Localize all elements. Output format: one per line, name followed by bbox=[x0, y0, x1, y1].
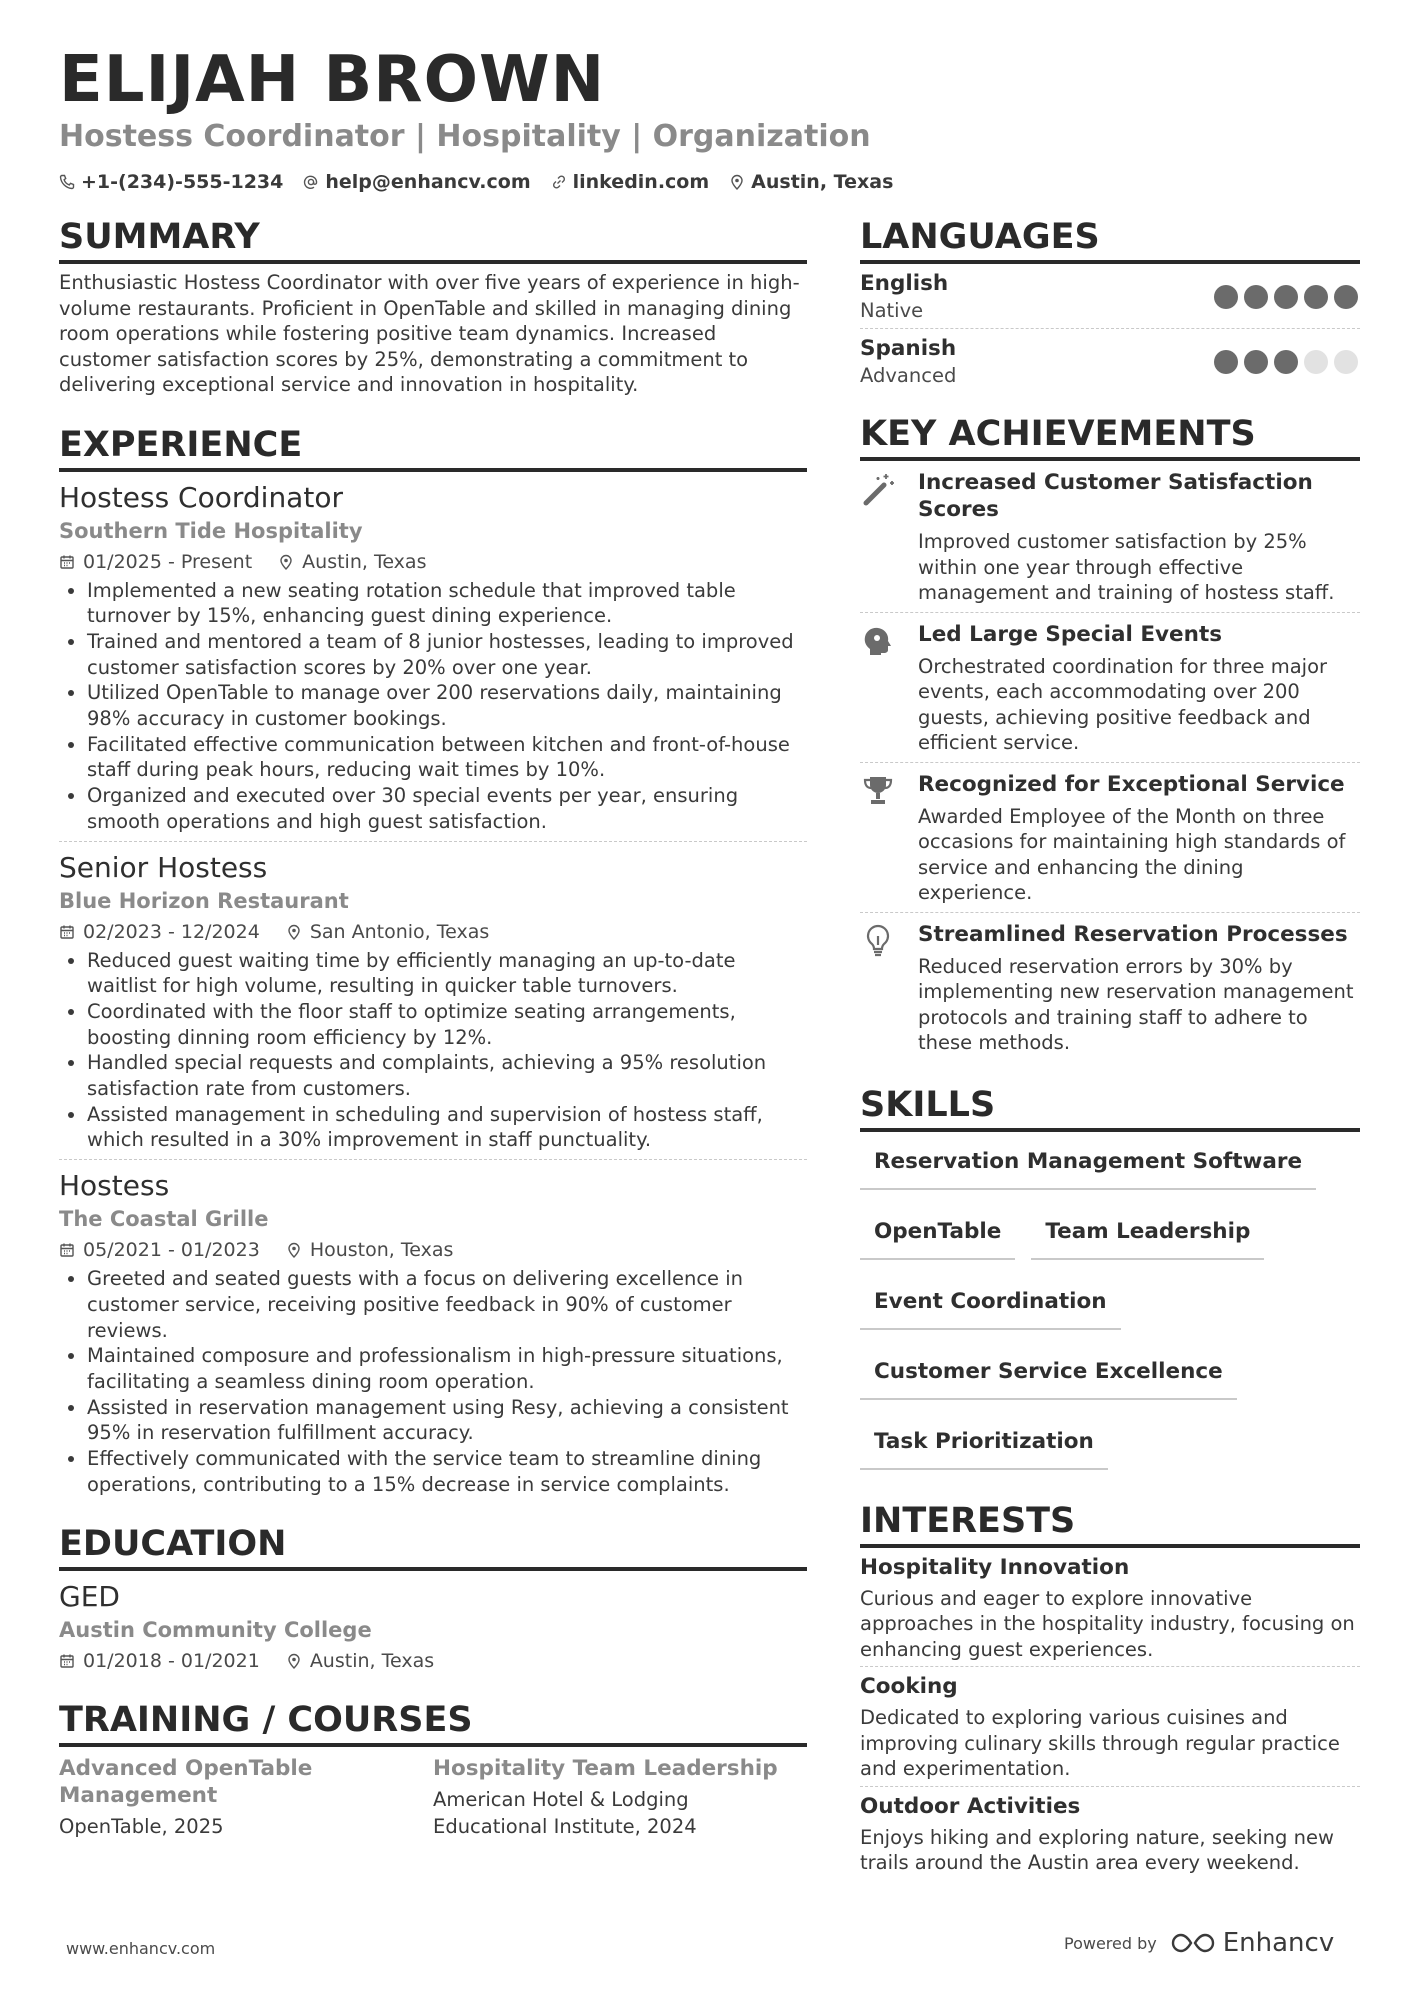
rating-dot-empty bbox=[1334, 350, 1358, 374]
location-pin-icon bbox=[286, 1242, 302, 1258]
job-bullets bbox=[59, 578, 807, 835]
job-dates: 05/2021 - 01/2023 bbox=[83, 1239, 260, 1262]
training-heading: TRAINING / COURSES bbox=[59, 1699, 807, 1747]
location-pin-icon bbox=[286, 1653, 302, 1669]
skill-tag: Task Prioritization bbox=[860, 1428, 1108, 1470]
footer-website[interactable]: www.enhancv.com bbox=[66, 1939, 216, 1958]
language-name: English bbox=[860, 271, 949, 296]
left-column bbox=[59, 216, 807, 1840]
interest-item bbox=[860, 1667, 1360, 1787]
interests-heading: INTERESTS bbox=[860, 1500, 1360, 1548]
candidate-headline: Hostess Coordinator | Hospitality | Organization bbox=[59, 119, 871, 154]
achievement-desc: Reduced reservation errors by 30% by implementing new reservation management protocols and training staff to adhere to these methods. bbox=[918, 954, 1354, 1054]
skill-tag: Reservation Management Software bbox=[860, 1148, 1316, 1190]
job-location: Austin, Texas bbox=[302, 550, 427, 573]
candidate-name: ELIJAH BROWN bbox=[59, 43, 606, 117]
rating-dot-filled bbox=[1244, 285, 1268, 309]
job-title: Hostess Coordinator bbox=[59, 480, 343, 514]
interest-desc: Enjoys hiking and exploring nature, seeking new trails around the Austin area every weekend. bbox=[860, 1825, 1334, 1874]
head-profile-icon bbox=[860, 623, 896, 659]
education-section bbox=[59, 1523, 807, 1675]
job-entry bbox=[59, 480, 807, 842]
interest-title: Outdoor Activities bbox=[860, 1793, 1081, 1819]
link-icon bbox=[551, 174, 567, 190]
job-bullet: • Trained and mentored a team of 8 junior hostesses, leading to improved customer satisfaction scores by 20% over one year. bbox=[87, 629, 807, 680]
at-sign-icon bbox=[303, 174, 319, 190]
enhancv-logo-icon bbox=[1171, 1931, 1215, 1955]
phone-text: +1-(234)-555-1234 bbox=[81, 171, 284, 193]
summary-section bbox=[59, 216, 807, 398]
achievement-desc: Orchestrated coordination for three major events, each accommodating over 200 guests, achieving positive feedback and efficient service. bbox=[918, 654, 1328, 754]
summary-heading: SUMMARY bbox=[59, 216, 807, 264]
skills-section bbox=[860, 1084, 1360, 1470]
job-entry bbox=[59, 1168, 807, 1503]
training-section bbox=[59, 1699, 807, 1840]
linkedin-text: linkedin.com bbox=[572, 171, 710, 193]
calendar-icon bbox=[59, 554, 75, 570]
footer-branding bbox=[1064, 1928, 1334, 1958]
job-meta bbox=[59, 548, 807, 576]
skill-tag: Customer Service Excellence bbox=[860, 1358, 1237, 1400]
job-bullet: • Greeted and seated guests with a focus on delivering excellence in customer service, receiving positive feedback in 90% of customer reviews. bbox=[87, 1266, 807, 1343]
job-bullet: • Maintained composure and professionalism in high-pressure situations, facilitating a seamless dining room operation. bbox=[87, 1343, 807, 1394]
interest-item bbox=[860, 1548, 1360, 1668]
training-item bbox=[59, 1755, 433, 1840]
achievement-item bbox=[860, 461, 1360, 613]
right-column bbox=[860, 216, 1360, 1880]
education-dates: 01/2018 - 01/2021 bbox=[83, 1650, 260, 1673]
contact-linkedin[interactable] bbox=[551, 168, 710, 196]
contact-location bbox=[729, 168, 893, 196]
achievement-desc: Awarded Employee of the Month on three occasions for maintaining high standards of service and enhancing the dining experience. bbox=[918, 804, 1346, 904]
contact-phone[interactable] bbox=[59, 168, 283, 196]
job-bullets bbox=[59, 1266, 807, 1497]
achievement-item bbox=[860, 613, 1360, 763]
education-location: Austin, Texas bbox=[309, 1650, 435, 1673]
skills-list bbox=[860, 1148, 1360, 1470]
location-pin-icon bbox=[729, 174, 745, 190]
job-bullet: • Utilized OpenTable to manage over 200 reservations daily, maintaining 98% accuracy in customer bookings. bbox=[87, 680, 807, 731]
rating-dot-filled bbox=[1244, 350, 1268, 374]
interest-desc: Dedicated to exploring various cuisines and improving culinary skills through regular practice and experimentation. bbox=[860, 1706, 1340, 1780]
rating-dot-filled bbox=[1214, 350, 1238, 374]
language-name: Spanish bbox=[860, 336, 957, 361]
job-title: Hostess bbox=[59, 1169, 170, 1203]
rating-dot-empty bbox=[1304, 350, 1328, 374]
company-name: Southern Tide Hospitality bbox=[59, 518, 363, 543]
enhancv-logo[interactable] bbox=[1171, 1928, 1334, 1958]
job-dates: 01/2025 - Present bbox=[83, 550, 253, 573]
interest-title: Cooking bbox=[860, 1674, 958, 1699]
calendar-icon bbox=[59, 924, 75, 940]
job-bullet: • Assisted in reservation management using Resy, achieving a consistent 95% in reservation fulfillment accuracy. bbox=[87, 1395, 807, 1446]
achievement-item bbox=[860, 763, 1360, 913]
language-level: Advanced bbox=[860, 364, 957, 387]
location-pin-icon bbox=[286, 924, 302, 940]
skill-tag: Team Leadership bbox=[1031, 1218, 1264, 1260]
training-list bbox=[59, 1755, 807, 1840]
degree: GED bbox=[59, 1580, 120, 1614]
powered-by-text: Powered by bbox=[1064, 1933, 1157, 1953]
phone-icon bbox=[59, 174, 75, 190]
trophy-icon bbox=[860, 773, 896, 809]
skill-tag: Event Coordination bbox=[860, 1288, 1121, 1330]
job-bullet: • Effectively communicated with the service team to streamline dining operations, contributing to a 15% decrease in service complaints. bbox=[87, 1446, 807, 1497]
job-bullet: • Facilitated effective communication between kitchen and front-of-house staff during peak hours, reducing wait times by 10%. bbox=[87, 732, 807, 783]
skill-tag: OpenTable bbox=[860, 1218, 1015, 1260]
achievements-section bbox=[860, 413, 1360, 1062]
experience-section bbox=[59, 424, 807, 1504]
job-meta bbox=[59, 1236, 807, 1264]
company-name: Blue Horizon Restaurant bbox=[59, 888, 349, 913]
location-pin-icon bbox=[278, 554, 294, 570]
calendar-icon bbox=[59, 1653, 75, 1669]
training-item bbox=[433, 1755, 807, 1840]
training-name: Advanced OpenTable Management bbox=[59, 1756, 313, 1809]
job-title: Senior Hostess bbox=[59, 850, 268, 884]
rating-dot-filled bbox=[1274, 285, 1298, 309]
interest-item bbox=[860, 1787, 1360, 1880]
job-bullets bbox=[59, 948, 807, 1154]
rating-dot-filled bbox=[1214, 285, 1238, 309]
training-detail: OpenTable, 2025 bbox=[59, 1815, 224, 1839]
language-level: Native bbox=[860, 299, 924, 322]
job-location: San Antonio, Texas bbox=[309, 920, 490, 943]
achievement-title: Recognized for Exceptional Service bbox=[918, 771, 1345, 797]
job-dates: 02/2023 - 12/2024 bbox=[83, 920, 260, 943]
email-text: help@enhancv.com bbox=[325, 171, 531, 193]
language-item bbox=[860, 264, 1360, 329]
job-entry bbox=[59, 850, 807, 1161]
magic-wand-icon bbox=[860, 471, 896, 507]
training-detail: American Hotel & Lodging Educational Institute, 2024 bbox=[433, 1788, 697, 1839]
job-bullet: • Implemented a new seating rotation schedule that improved table turnover by 15%, enhancing guest dining experience. bbox=[87, 578, 807, 629]
education-meta bbox=[59, 1647, 807, 1675]
interest-title: Hospitality Innovation bbox=[860, 1554, 1130, 1580]
job-bullet: • Organized and executed over 30 special events per year, ensuring smooth operations and high guest satisfaction. bbox=[87, 783, 807, 834]
language-rating bbox=[1214, 350, 1358, 374]
achievements-heading: KEY ACHIEVEMENTS bbox=[860, 413, 1360, 461]
training-name: Hospitality Team Leadership bbox=[433, 1756, 778, 1782]
location-text: Austin, Texas bbox=[751, 171, 894, 193]
job-bullet: • Assisted management in scheduling and supervision of hostess staff, which resulted in a 30% improvement in staff punctuality. bbox=[87, 1102, 807, 1153]
job-location: Houston, Texas bbox=[309, 1239, 454, 1262]
languages-heading: LANGUAGES bbox=[860, 216, 1360, 264]
achievement-item bbox=[860, 913, 1360, 1062]
calendar-icon bbox=[59, 1242, 75, 1258]
company-name: The Coastal Grille bbox=[59, 1207, 269, 1232]
brand-text: Enhancv bbox=[1222, 1928, 1335, 1958]
interests-section bbox=[860, 1500, 1360, 1880]
achievement-title: Increased Customer Satisfaction Scores bbox=[918, 470, 1313, 522]
rating-dot-filled bbox=[1274, 350, 1298, 374]
experience-heading: EXPERIENCE bbox=[59, 424, 807, 472]
achievement-title: Streamlined Reservation Processes bbox=[918, 921, 1348, 947]
summary-text: Enthusiastic Hostess Coordinator with over five years of experience in high-volume restaurants. Proficient in OpenTable and skilled in managing dining room operations while fostering positive team dynamics. Increased customer satisfaction scores by 25%, demonstrating a commitment to delivering exceptional service and innovation in hospitality. bbox=[59, 271, 800, 396]
rating-dot-filled bbox=[1304, 285, 1328, 309]
languages-section bbox=[860, 216, 1360, 393]
achievement-title: Led Large Special Events bbox=[918, 621, 1223, 647]
skills-heading: SKILLS bbox=[860, 1084, 1360, 1132]
language-rating bbox=[1214, 285, 1358, 309]
school-name: Austin Community College bbox=[59, 1618, 372, 1643]
language-item bbox=[860, 329, 1360, 393]
achievement-desc: Improved customer satisfaction by 25% within one year through effective management and training of hostess staff. bbox=[918, 530, 1335, 604]
job-meta bbox=[59, 918, 807, 946]
interest-desc: Curious and eager to explore innovative approaches in the hospitality industry, focusing on enhancing guest experiences. bbox=[860, 1586, 1355, 1661]
contact-bar bbox=[59, 168, 893, 196]
lightbulb-icon bbox=[860, 923, 896, 959]
job-bullet: • Coordinated with the floor staff to optimize seating arrangements, boosting dinning room efficiency by 12%. bbox=[87, 999, 807, 1050]
rating-dot-filled bbox=[1334, 285, 1358, 309]
contact-email[interactable] bbox=[303, 168, 530, 196]
education-heading: EDUCATION bbox=[59, 1523, 807, 1571]
job-bullet: • Handled special requests and complaints, achieving a 95% resolution satisfaction rate from customers. bbox=[87, 1050, 807, 1101]
job-bullet: • Reduced guest waiting time by efficiently managing an up-to-date waitlist for high volume, resulting in quicker table turnovers. bbox=[87, 948, 807, 999]
